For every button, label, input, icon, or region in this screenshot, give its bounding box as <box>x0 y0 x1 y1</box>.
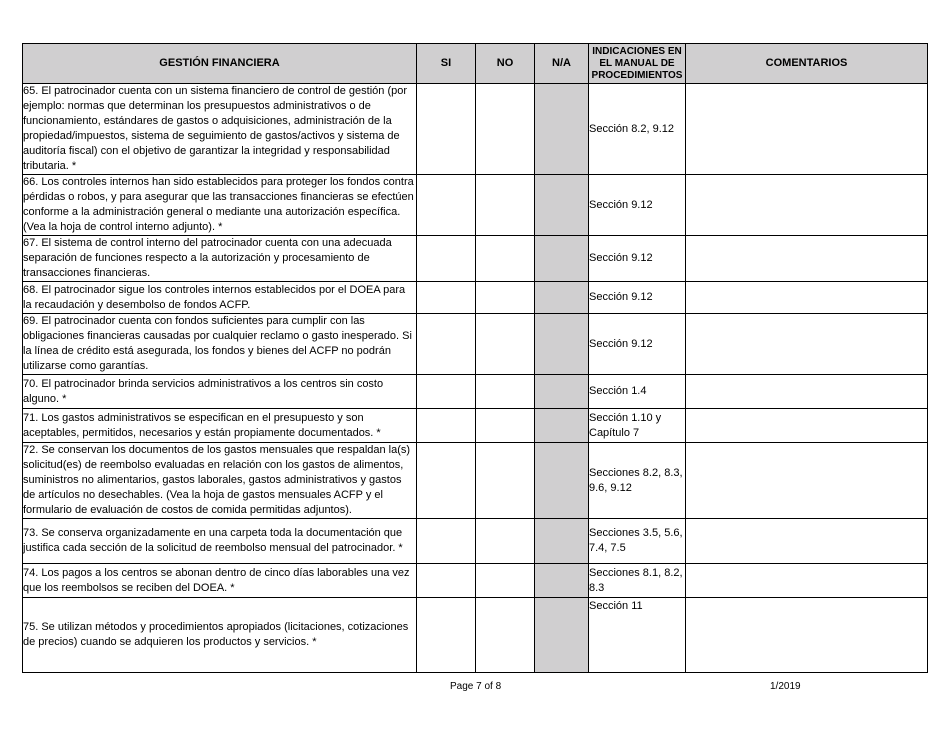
header-indicaciones: INDICACIONES EN EL MANUAL DE PROCEDIMIENTOS <box>589 44 686 84</box>
header-no: NO <box>476 44 535 84</box>
table-row <box>23 598 928 673</box>
table-row <box>23 282 928 314</box>
no-cell[interactable] <box>476 409 535 443</box>
si-cell[interactable] <box>417 598 476 673</box>
no-cell[interactable] <box>476 443 535 519</box>
question-68: 68. El patrocinador sigue los controles internos establecidos por el DOEA para la recaudación y desembolso de fondos ACFP. <box>23 282 417 314</box>
header-comentarios: COMENTARIOS <box>686 44 928 84</box>
si-cell[interactable] <box>417 282 476 314</box>
table-row <box>23 409 928 443</box>
no-cell[interactable] <box>476 598 535 673</box>
reference-71: Sección 1.10 y Capítulo 7 <box>589 409 686 443</box>
comments-cell[interactable] <box>686 282 928 314</box>
si-cell[interactable] <box>417 409 476 443</box>
revision-date: 1/2019 <box>770 681 801 692</box>
header-na: N/A <box>535 44 589 84</box>
table-row <box>23 84 928 175</box>
comments-cell[interactable] <box>686 564 928 598</box>
comments-cell[interactable] <box>686 84 928 175</box>
comments-cell[interactable] <box>686 375 928 409</box>
na-cell[interactable] <box>535 84 589 175</box>
si-cell[interactable] <box>417 564 476 598</box>
na-cell[interactable] <box>535 236 589 282</box>
reference-70: Sección 1.4 <box>589 375 686 409</box>
table-row <box>23 375 928 409</box>
table-row <box>23 314 928 375</box>
na-cell[interactable] <box>535 519 589 564</box>
no-cell[interactable] <box>476 236 535 282</box>
na-cell[interactable] <box>535 314 589 375</box>
table-row <box>23 236 928 282</box>
si-cell[interactable] <box>417 84 476 175</box>
question-75: 75. Se utilizan métodos y procedimientos apropiados (licitaciones, cotizaciones de precios) cuando se adquieren los productos y servicios. * <box>23 598 417 673</box>
no-cell[interactable] <box>476 314 535 375</box>
reference-69: Sección 9.12 <box>589 314 686 375</box>
na-cell[interactable] <box>535 598 589 673</box>
comments-cell[interactable] <box>686 314 928 375</box>
question-67: 67. El sistema de control interno del patrocinador cuenta con una adecuada separación de funciones respecto a la autorización y procesamiento de transacciones financieras. <box>23 236 417 282</box>
na-cell[interactable] <box>535 175 589 236</box>
na-cell[interactable] <box>535 282 589 314</box>
reference-66: Sección 9.12 <box>589 175 686 236</box>
reference-74: Secciones 8.1, 8.2, 8.3 <box>589 564 686 598</box>
si-cell[interactable] <box>417 375 476 409</box>
si-cell[interactable] <box>417 519 476 564</box>
no-cell[interactable] <box>476 175 535 236</box>
na-cell[interactable] <box>535 375 589 409</box>
reference-68: Sección 9.12 <box>589 282 686 314</box>
table-row <box>23 175 928 236</box>
header-gestion-financiera: GESTIÓN FINANCIERA <box>23 44 417 84</box>
si-cell[interactable] <box>417 314 476 375</box>
reference-72: Secciones 8.2, 8.3, 9.6, 9.12 <box>589 443 686 519</box>
no-cell[interactable] <box>476 84 535 175</box>
page-number: Page 7 of 8 <box>450 681 502 692</box>
question-74: 74. Los pagos a los centros se abonan dentro de cinco días laborables una vez que los reembolsos se reciben del DOEA. * <box>23 564 417 598</box>
na-cell[interactable] <box>535 443 589 519</box>
comments-cell[interactable] <box>686 443 928 519</box>
table-row <box>23 519 928 564</box>
si-cell[interactable] <box>417 175 476 236</box>
financial-management-checklist <box>22 43 928 673</box>
comments-cell[interactable] <box>686 409 928 443</box>
si-cell[interactable] <box>417 443 476 519</box>
header-si: SI <box>417 44 476 84</box>
reference-73: Secciones 3.5, 5.6, 7.4, 7.5 <box>589 519 686 564</box>
no-cell[interactable] <box>476 519 535 564</box>
question-69: 69. El patrocinador cuenta con fondos suficientes para cumplir con las obligaciones financieras causadas por cualquier reclamo o gasto inesperado. Si la línea de crédito está asegurada, los fondos y bienes del ACFP no podrán utilizarse como garantías. <box>23 314 417 375</box>
question-71: 71. Los gastos administrativos se especifican en el presupuesto y son aceptables, permitidos, necesarios y están propiamente documentados. * <box>23 409 417 443</box>
reference-75: Sección 11 <box>589 598 686 673</box>
no-cell[interactable] <box>476 282 535 314</box>
comments-cell[interactable] <box>686 519 928 564</box>
reference-65: Sección 8.2, 9.12 <box>589 84 686 175</box>
question-70: 70. El patrocinador brinda servicios administrativos a los centros sin costo alguno. * <box>23 375 417 409</box>
na-cell[interactable] <box>535 409 589 443</box>
na-cell[interactable] <box>535 564 589 598</box>
comments-cell[interactable] <box>686 236 928 282</box>
comments-cell[interactable] <box>686 175 928 236</box>
header-row <box>23 44 928 84</box>
si-cell[interactable] <box>417 236 476 282</box>
reference-67: Sección 9.12 <box>589 236 686 282</box>
question-72: 72. Se conservan los documentos de los gastos mensuales que respaldan la(s) solicitud(es) de reembolso evaluadas en relación con los gastos de alimentos, suministros no alimentarios, gastos laborales, gastos administrativos y gastos de artículos no desechables. (Vea la hoja de gastos mensuales ACFP y el formulario de evaluación de costos de comida permitidas adjuntos). <box>23 443 417 519</box>
question-73: 73. Se conserva organizadamente en una carpeta toda la documentación que justifica cada sección de la solicitud de reembolso mensual del patrocinador. * <box>23 519 417 564</box>
no-cell[interactable] <box>476 375 535 409</box>
table-row <box>23 443 928 519</box>
question-65: 65. El patrocinador cuenta con un sistema financiero de control de gestión (por ejemplo: normas que determinan los presupuestos administrativos o de funcionamiento, estándares de gastos o adquisiciones, administración de la propiedad/impuestos, sistema de seguimiento de gastos/activos y sistema de auditoría fiscal) con el objetivo de garantizar la integridad y responsabilidad tributaria. * <box>23 84 417 175</box>
no-cell[interactable] <box>476 564 535 598</box>
comments-cell[interactable] <box>686 598 928 673</box>
question-66: 66. Los controles internos han sido establecidos para proteger los fondos contra pérdidas o robos, y para asegurar que las transacciones financieras se efectúen conforme a la administración general o mediante una autorización específica. (Vea la hoja de control interno adjunto). * <box>23 175 417 236</box>
table-row <box>23 564 928 598</box>
